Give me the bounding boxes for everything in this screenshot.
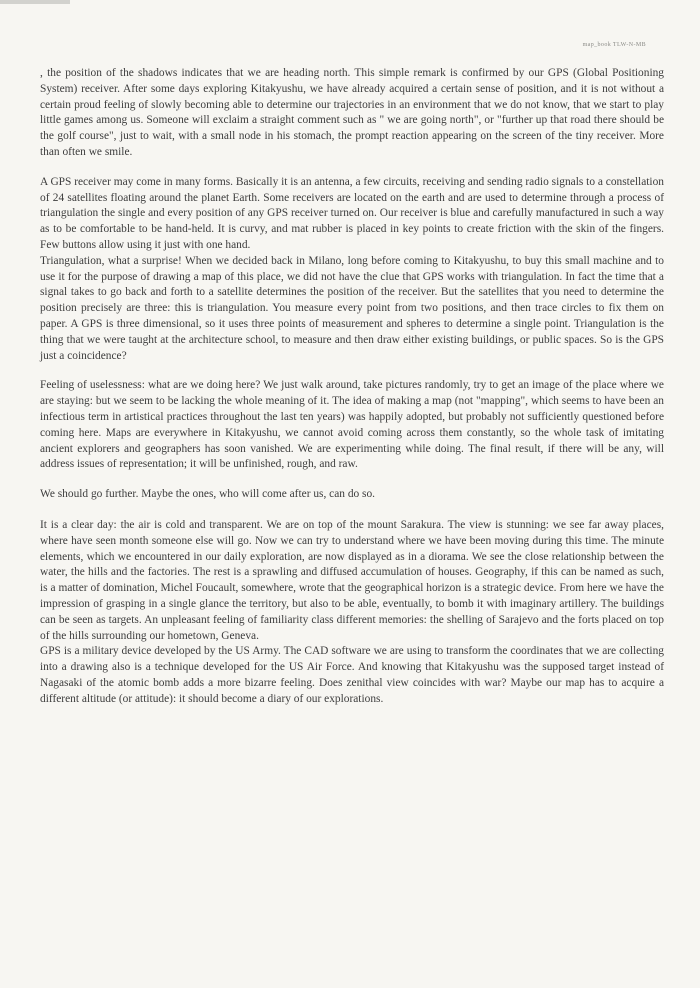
paragraph-gps-receiver: A GPS receiver may come in many forms. Basically it is an antenna, a few circuits, receiving and sending radio signals to a constellation of 24 satellites floating around the planet Earth. Some receivers are located on the earth and are used to determine through a process of triangulation the single and every position of any GPS receiver turned on. Our receiver is blue and carefully manufactured in such a way as to be comfortable to be hand-held. It is curvy, and mat rubber is placed in key points to create friction with the skin of the fingers. Few buttons allow using it just with one hand.	[40, 175, 664, 251]
paragraph-triangulation: Triangulation, what a surprise! When we decided back in Milano, long before coming to Kitakyushu, to buy this small machine and to use it for the purpose of drawing a map of this place, we did not have the clue that GPS works with triangulation. In fact the time that a signal takes to go back and forth to a satellite determines the position of the receiver. But the satellites that you need to determine the position precisely are three: this is triangulation. You measure every point from two positions, and then trace circles to fix them on paper. A GPS is three dimensional, so it uses three points of measurement and spheres to determine a single point. Triangulation is the thing that we were taught at the architecture school, to measure and then draw either existing buildings, or public spaces. So is the GPS just a coincidence?	[40, 254, 664, 362]
paragraph-go-further: We should go further. Maybe the ones, who will come after us, can do so.	[40, 488, 376, 501]
scan-edge-mark	[0, 0, 70, 4]
article-body	[40, 66, 664, 707]
paragraph-military-device: GPS is a military device developed by the US Army. The CAD software we are using to transform the coordinates that we are collecting into a drawing also is a technique developed for the US Air Force. And knowing that Kitakyushu was the supposed target instead of Nagasaki of the atomic bomb adds a more bizarre feeling. Does zenithal view coincides with war? Maybe our map has to acquire a different altitude (or attitude): it should become a diary of our explorations.	[40, 645, 664, 705]
paragraph-gps-intro: , the position of the shadows indicates that we are heading north. This simple remark is confirmed by our GPS (Global Positioning System) receiver. After some days exploring Kitakyushu, we have already acquired a certain sense of position, and it is not without a certain proud feeling of slowly becoming able to determine our trajectories in an environment that we do not know, that we start to play little games among us. Someone will exclaim a straight comment such as " we are going north", or "further up that road there should be the golf course", just to wait, with a small node in his stomach, the prompt reaction appearing on the screen of the tiny receiver. More than often we smile.	[40, 67, 664, 158]
paragraph-mount-sarakura: It is a clear day: the air is cold and transparent. We are on top of the mount Sarakura. The view is stunning: we see far away places, where have seen month someone else will go. Now we can try to understand where we have been moving during this time. The minute elements, which we encountered in our daily exploration, are now displayed as in a diorama. We see the close relationship between the water, the hills and the factories. The rest is a sprawling and diffused accumulation of houses. Geography, if this can be named as such, is a matter of domination, Michel Foucault, somewhere, wrote that the geographical horizon is a strategic device. From here we have the impression of grasping in a single glance the territory, but also to be able, eventually, to bomb it with imaginary artillery. The buildings can be seen as targets. An unpleasant feeling of familiarity class different memories: the shelling of Sarajevo and the forts placed on top of the hills surrounding our hometown, Geneva.	[40, 518, 664, 642]
paragraph-uselessness: Feeling of uselessness: what are we doing here? We just walk around, take pictures randomly, try to get an image of the place where we are staying: but we seem to be lacking the whole meaning of it. The idea of making a map (not "mapping", which seems to have been an infectious term in artistical practices throughout the last ten years) was happily adopted, but probably not sufficiently questioned before coming here. Maps are everywhere in Kitakyushu, we cannot avoid coming across them constantly, so the whole task of imitating ancient explorers and geographers has soon vanished. We are experimenting while doing. The final result, if there will be any, will address issues of representation; it will be unfinished, rough, and raw.	[40, 379, 664, 471]
running-header: map_book TLW-N-MB	[582, 42, 646, 48]
